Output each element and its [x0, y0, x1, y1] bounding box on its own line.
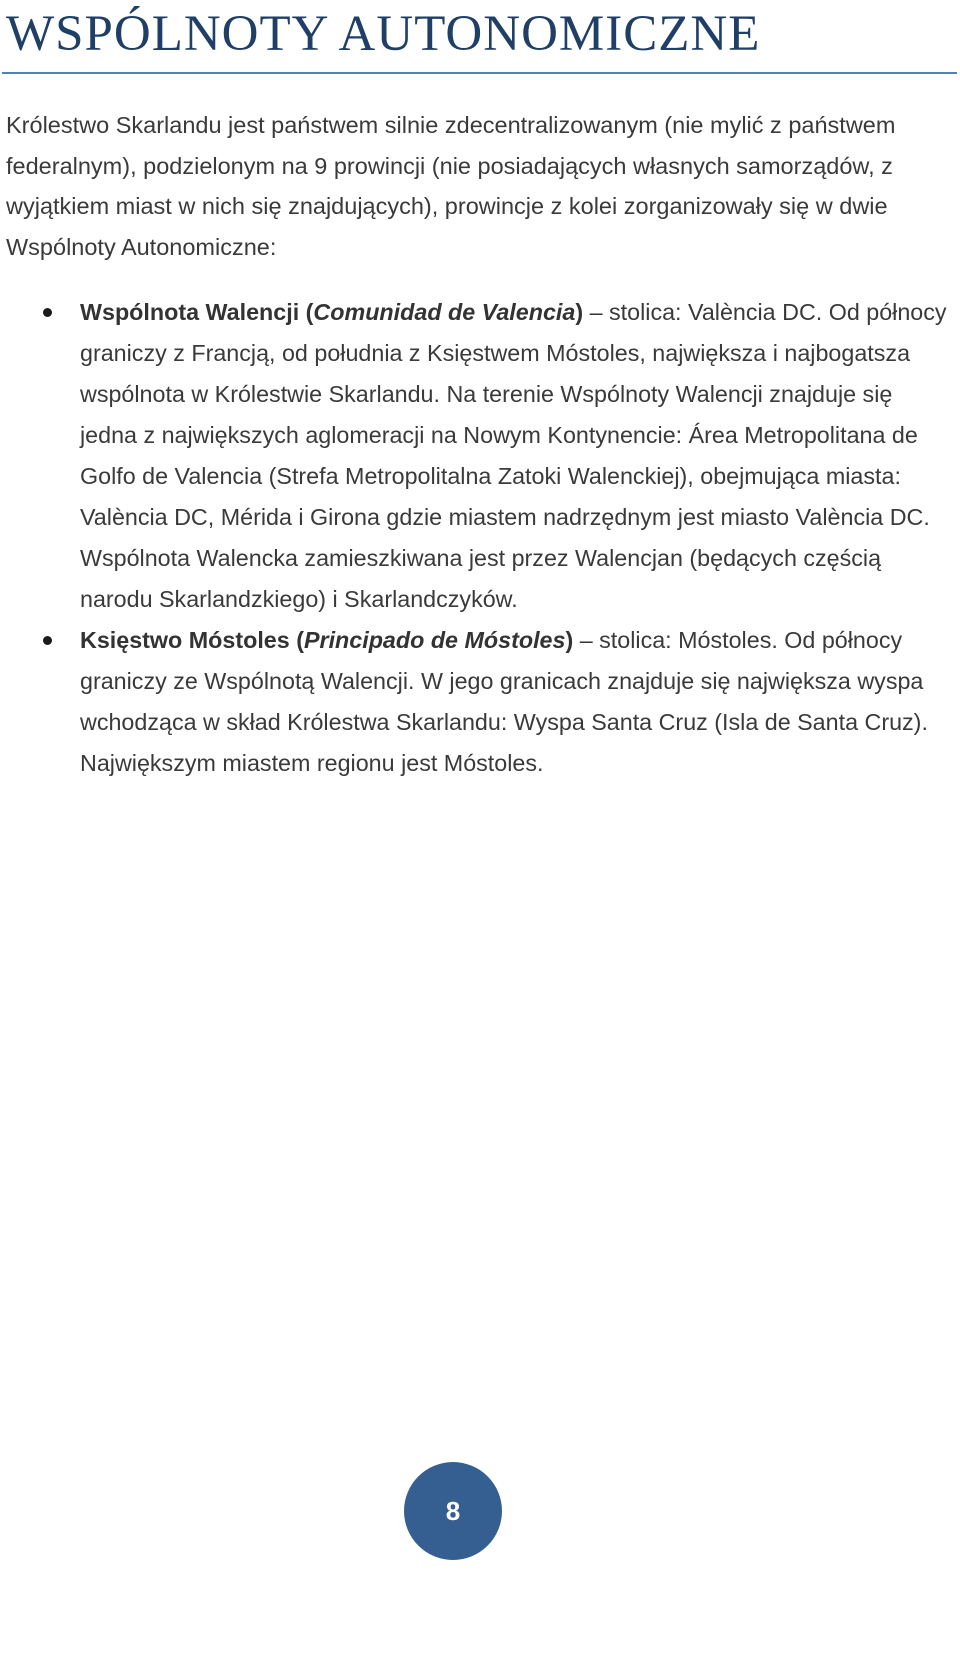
region-description: – stolica: València DC. Od północy graniczy z Francją, od południa z Księstwem Móstoles, największa i najbogatsza wspólnota w Królestwie Skarlandu. Na terenie Wspólnoty Walencji znajduje się jedna z największych aglomeracji na Nowym Kontynencie: Área Metropolitana de Golfo de Valencia (Strefa Metropolitalna Zatoki Walenckiej), obejmująca miasta: València DC, Mérida i Girona gdzie miastem nadrzędnym jest miasto València DC. Wspólnota Walencka zamieszkiwana jest przez Walencjan (będących częścią narodu Skarlandzkiego) i Skarlandczyków. [80, 299, 947, 612]
region-name-text: Księstwo Móstoles [80, 627, 290, 653]
open-paren: ( [296, 627, 304, 653]
region-name-text: Wspólnota Walencji [80, 299, 300, 325]
region-native-name: Comunidad de Valencia [313, 299, 576, 325]
intro-paragraph: Królestwo Skarlandu jest państwem silnie zdecentralizowanym (nie mylić z państwem federalnym), podzielonym na 9 prowincji (nie posiadających własnych samorządów, z wyjątkiem miast w nich się znajdujących), prowincje z kolei zorganizowały się w dwie Wspólnoty Autonomiczne: [6, 112, 896, 260]
page-number: 8 [445, 1495, 461, 1526]
bullet-icon [43, 308, 52, 317]
close-paren: ) [575, 299, 584, 325]
region-description: – stolica: Móstoles. Od północy graniczy ze Wspólnotą Walencji. W jego granicach znajduje się największa wyspa wchodząca w skład Królestwa Skarlandu: Wyspa Santa Cruz (Isla de Santa Cruz). Największym miastem regionu jest Móstoles. [80, 627, 928, 776]
list-item [0, 292, 950, 620]
region-native-name: Principado de Móstoles [303, 627, 566, 653]
title-underline [2, 72, 957, 74]
bullet-icon [43, 636, 52, 645]
page-number-badge [404, 1462, 502, 1560]
open-paren: ( [305, 299, 314, 325]
close-paren: ) [565, 627, 574, 653]
page-title: WSPÓLNOTY AUTONOMICZNE [6, 6, 761, 62]
region-name [80, 299, 583, 325]
region-name [80, 627, 573, 653]
list-item [0, 620, 950, 784]
region-list [0, 292, 960, 784]
